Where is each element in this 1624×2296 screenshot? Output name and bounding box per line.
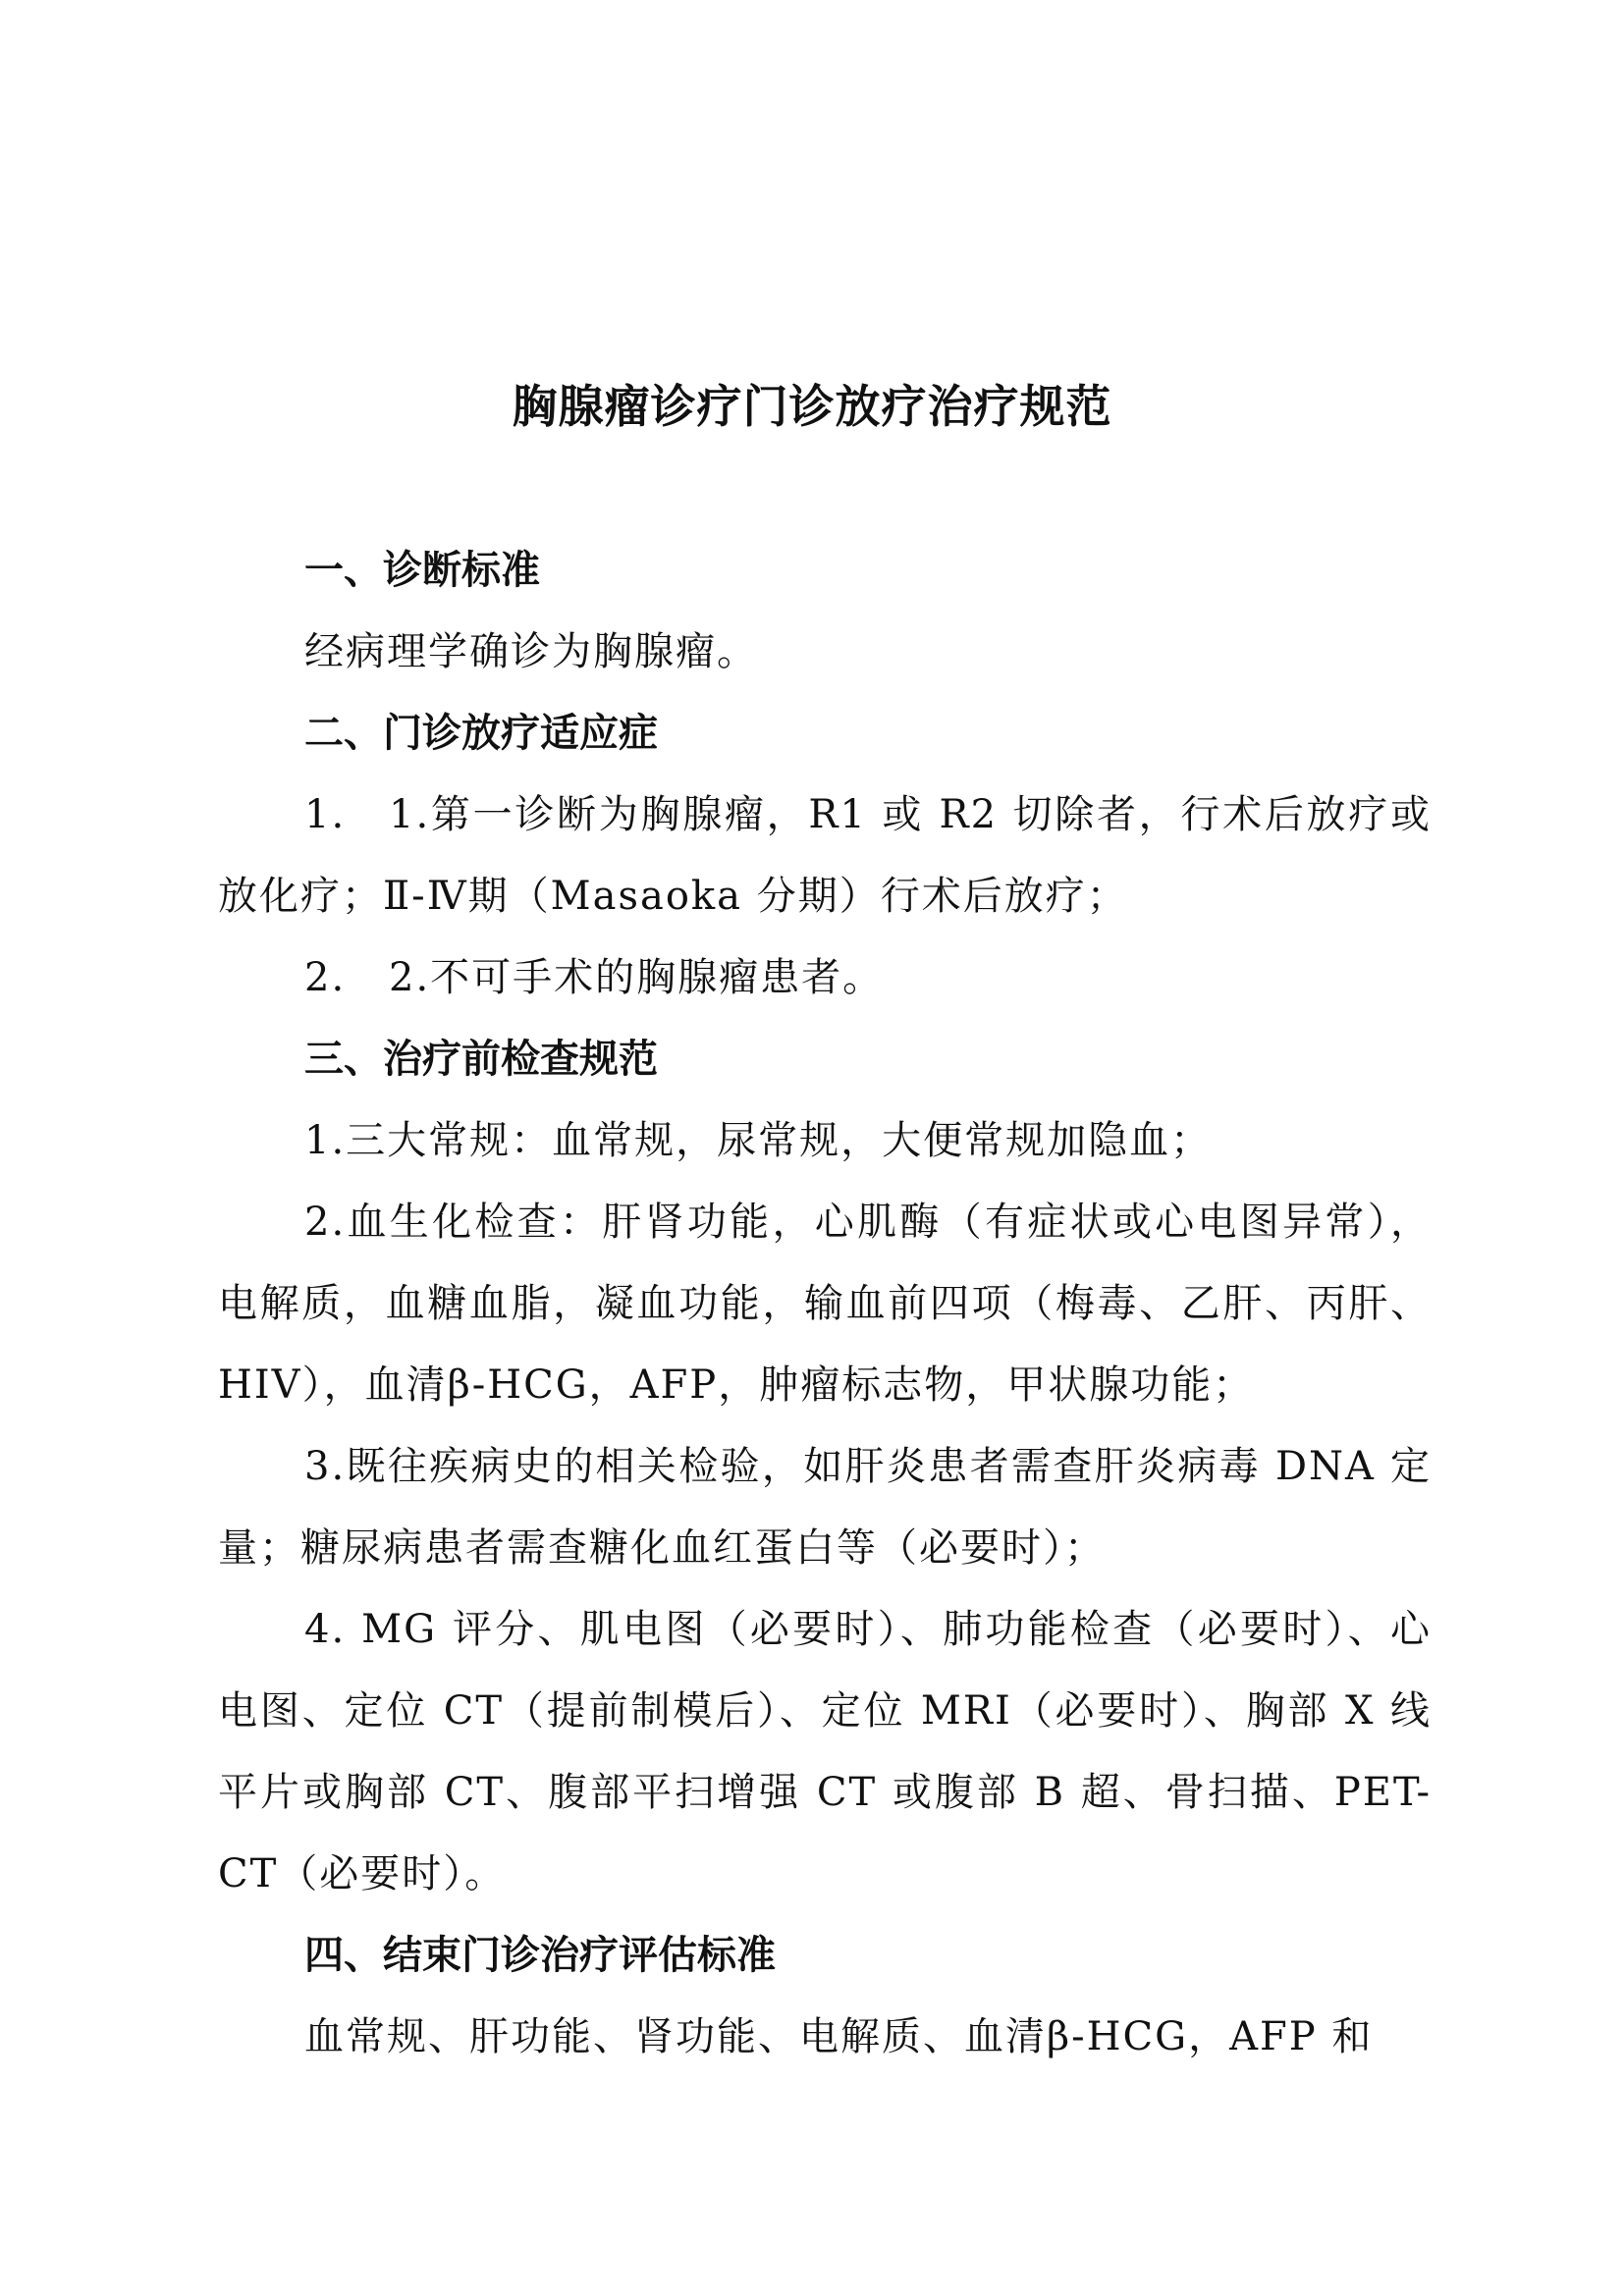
paragraph: 4. MG 评分、肌电图（必要时）、肺功能检查（必要时）、心电图、定位 CT（提前制模后）、定位 MRI（必要时）、胸部 X 线平片或胸部 CT、腹部平扫增强 CT 或腹部 B 超、骨扫描、PET-CT（必要时）。 <box>218 1607 1432 1896</box>
list-number: 2. <box>304 955 347 1000</box>
list-item <box>218 774 1432 937</box>
section-heading-pretreatment-exams: 三、治疗前检查规范 <box>304 1037 658 1082</box>
paragraph: 血常规、肝功能、肾功能、电解质、血清β-HCG，AFP 和 <box>304 2014 1374 2059</box>
section-heading-indications: 二、门诊放疗适应症 <box>304 711 658 756</box>
list-item <box>218 937 1432 1019</box>
section-heading-diagnosis: 一、诊断标准 <box>304 548 540 593</box>
paragraph: 2.血生化检查：肝肾功能，心肌酶（有症状或心电图异常），电解质，血糖血脂，凝血功能，输血前四项（梅毒、乙肝、丙肝、HIV），血清β-HCG，AFP，肿瘤标志物，甲状腺功能； <box>218 1200 1432 1408</box>
paragraph: 3.既往疾病史的相关检验，如肝炎患者需查肝炎病毒 DNA 定量；糖尿病患者需查糖化血红蛋白等（必要时）； <box>218 1444 1432 1571</box>
document-body <box>218 530 1432 2078</box>
list-item-text: 1.第一诊断为胸腺瘤，R1 或 R2 切除者，行术后放疗或放化疗；Ⅱ-Ⅳ期（Masaoka 分期）行术后放疗； <box>218 792 1432 919</box>
paragraph: 1.三大常规：血常规，尿常规，大便常规加隐血； <box>304 1118 1213 1163</box>
paragraph: 经病理学确诊为胸腺瘤。 <box>304 629 758 674</box>
list-item-text: 2.不可手术的胸腺瘤患者。 <box>389 955 885 1000</box>
section-heading-evaluation: 四、结束门诊治疗评估标准 <box>304 1933 776 1978</box>
list-number: 1. <box>304 792 347 837</box>
document-title: 胸腺瘤诊疗门诊放疗治疗规范 <box>512 380 1112 433</box>
